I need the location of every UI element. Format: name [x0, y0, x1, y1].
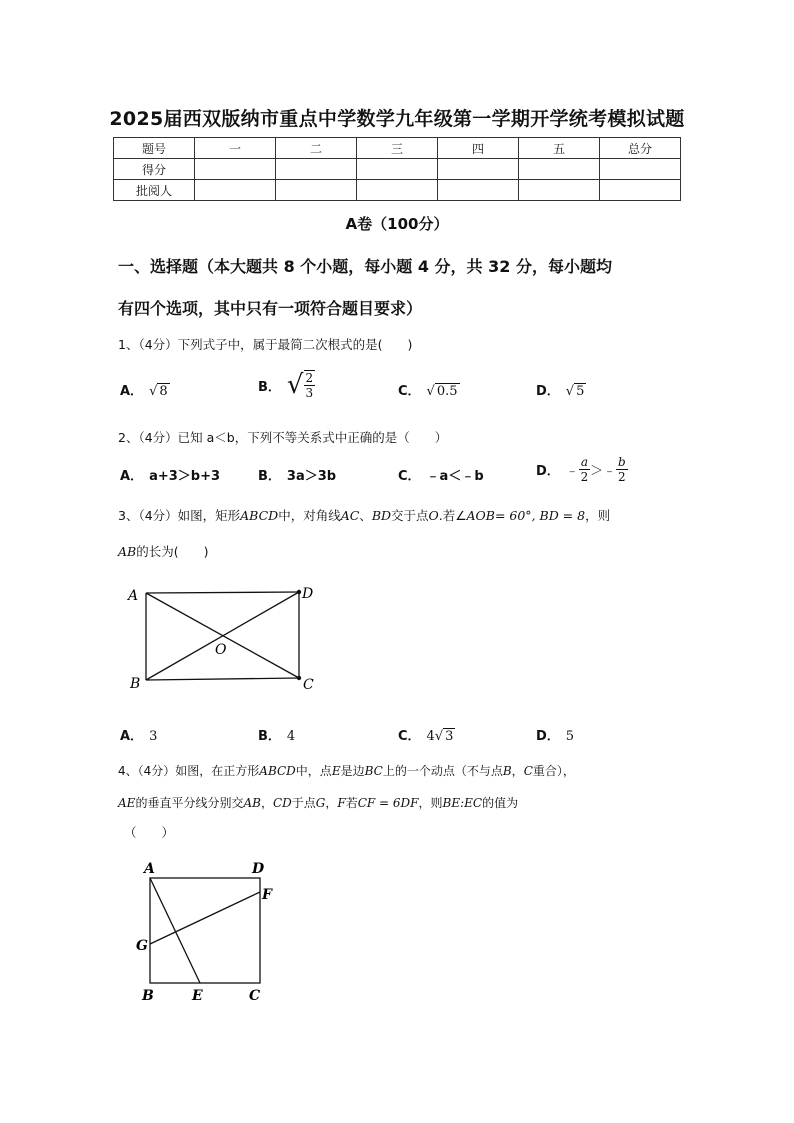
q4-text: 是边: [340, 764, 365, 778]
sqrt-symbol: √: [426, 384, 435, 399]
q3-option-c[interactable]: [398, 725, 455, 744]
q3-option-a[interactable]: [120, 725, 157, 744]
q4-stem-line1: [118, 762, 688, 779]
q4-text: ，: [511, 764, 524, 778]
q4-text: 重合），: [532, 764, 575, 778]
denominator: 3: [305, 386, 314, 400]
q3-text: 、: [359, 508, 372, 523]
q4-math: ABCD: [259, 764, 296, 778]
sqrt-expression: [443, 729, 455, 744]
q4-math: CD: [272, 796, 292, 810]
q4-text: ，: [260, 796, 273, 810]
q3-math: BD: [371, 508, 392, 523]
q3-math: AOB: [466, 508, 495, 523]
segment-gf: [150, 892, 260, 944]
option-label: A．: [120, 384, 144, 399]
q1-option-d[interactable]: [536, 380, 586, 399]
q4-text: 上的一个动点（不与点: [382, 764, 503, 778]
denominator: 2: [580, 470, 589, 484]
reviewer-row-label: 批阅人: [114, 180, 195, 201]
q4-text: 的值为: [482, 796, 519, 810]
radicand: 3: [445, 729, 454, 744]
label-a: A: [144, 861, 155, 877]
denominator: 2: [618, 470, 626, 484]
score-row: [114, 159, 681, 180]
q3-math: AC: [340, 508, 360, 523]
radicand: 8: [159, 384, 168, 399]
q3-text: ，则: [585, 508, 611, 523]
q4-text: 的垂直平分线分别交: [135, 796, 244, 810]
reviewer-cell[interactable]: [276, 180, 357, 201]
score-cell[interactable]: [519, 159, 600, 180]
label-c: C: [303, 677, 314, 693]
option-label: D．: [536, 384, 560, 399]
sqrt-expression: [574, 384, 586, 399]
q2-option-b[interactable]: [258, 465, 336, 484]
label-b: B: [130, 676, 141, 692]
score-header-cell: 总分: [600, 138, 681, 159]
q3-option-d[interactable]: [536, 725, 574, 744]
q2-option-d[interactable]: [536, 455, 628, 484]
option-label: C．: [398, 729, 421, 744]
reviewer-cell[interactable]: [519, 180, 600, 201]
label-a: A: [128, 588, 139, 604]
numerator: 2: [305, 371, 314, 385]
option-label: B．: [258, 379, 281, 395]
q4-square-figure: [128, 856, 288, 1006]
vertex-c-dot: [297, 676, 301, 680]
score-header-cell: 一: [195, 138, 276, 159]
label-d: D: [302, 586, 314, 602]
q4-math: E: [331, 764, 341, 778]
option-text: 3: [149, 729, 158, 744]
score-header-cell: 二: [276, 138, 357, 159]
option-label: B．: [258, 729, 281, 744]
q1-option-c[interactable]: [398, 380, 460, 399]
sqrt-fraction: [304, 370, 316, 400]
q3-text: 中，对角线: [278, 508, 341, 523]
option-label: B．: [258, 469, 281, 484]
vertex-d-dot: [297, 590, 301, 594]
q1-option-a[interactable]: [120, 380, 170, 399]
greater-minus: ＞﹣: [589, 464, 616, 479]
segment-ae: [150, 878, 200, 983]
reviewer-cell[interactable]: [357, 180, 438, 201]
q2-option-c[interactable]: [398, 465, 484, 484]
part1-heading-line1: 一、选择题（本大题共 8 个小题，每小题 4 分，共 32 分，每小题均: [118, 257, 612, 276]
sqrt-symbol: √: [286, 370, 304, 400]
q4-math: AB: [243, 796, 261, 810]
option-label: A．: [120, 469, 144, 484]
fraction-a-over-2: [579, 455, 590, 484]
q4-text: 于点: [291, 796, 316, 810]
score-cell[interactable]: [438, 159, 519, 180]
numerator: b: [617, 455, 626, 469]
q4-text: 若: [345, 796, 358, 810]
option-text: 3a＞3b: [286, 469, 337, 484]
q4-math: C: [523, 764, 533, 778]
option-label: D．: [536, 464, 560, 479]
radicand: 0.5: [436, 384, 458, 399]
option-label: C．: [398, 469, 421, 484]
q4-text: ，: [325, 796, 338, 810]
sqrt-expression: [157, 384, 169, 399]
coefficient: 4: [426, 729, 435, 744]
square-abcd: [150, 878, 260, 983]
sqrt-symbol: √: [565, 384, 575, 399]
q1-option-b[interactable]: [258, 370, 315, 400]
q3-stem-line2: [118, 542, 688, 560]
score-cell[interactable]: [276, 159, 357, 180]
sqrt-symbol: √: [434, 729, 444, 744]
q4-math: BC: [364, 764, 383, 778]
q4-math: CF = 6DF: [357, 796, 419, 810]
label-d: D: [252, 861, 265, 877]
score-header-cell: 四: [438, 138, 519, 159]
q4-text: ，则: [418, 796, 443, 810]
label-f: F: [262, 887, 272, 903]
q3-text: 3、（4分）如图，矩形: [118, 508, 241, 523]
q3-stem-line1: [118, 506, 688, 524]
option-text: ﹣a＜﹣b: [426, 469, 484, 484]
option-text: 4: [286, 729, 296, 744]
option-text: a+3＞b+3: [149, 469, 221, 484]
label-c: C: [249, 988, 261, 1004]
q4-math: G: [315, 796, 326, 810]
q4-stem-line2: [118, 794, 688, 811]
q4-answer-blank: （ ）: [124, 825, 175, 840]
score-table: [113, 137, 681, 201]
section-a-heading: A卷（100分）: [345, 215, 449, 233]
fraction-b-over-2: [616, 455, 628, 484]
part1-heading-line2: 有四个选项，其中只有一项符合题目要求）: [118, 299, 423, 318]
reviewer-cell[interactable]: [195, 180, 276, 201]
q4-math: BE:EC: [442, 796, 483, 810]
label-o: O: [215, 642, 227, 658]
label-g: G: [136, 938, 148, 954]
minus-sign: ﹣: [565, 464, 579, 479]
q4-text: 中，点: [295, 764, 332, 778]
score-cell[interactable]: [357, 159, 438, 180]
sqrt-expression: [435, 384, 460, 399]
q3-text: .若∠: [438, 508, 467, 523]
q3-text: 的长为( ): [136, 544, 209, 559]
q1-stem: 1、（4分）下列式子中，属于最简二次根式的是( ): [118, 337, 413, 352]
reviewer-cell[interactable]: [600, 180, 681, 201]
score-header-cell: 五: [519, 138, 600, 159]
reviewer-row: [114, 180, 681, 201]
q4-math: B: [502, 764, 512, 778]
q3-math: AB: [118, 544, 137, 559]
numerator: a: [580, 455, 588, 469]
q2-stem: 2、（4分）已知 a＜b，下列不等关系式中正确的是（ ）: [118, 430, 448, 445]
option-label: A．: [120, 729, 144, 744]
q3-math: ABCD: [240, 508, 279, 523]
score-row-label: 得分: [114, 159, 195, 180]
score-header-cell: 三: [357, 138, 438, 159]
sqrt-symbol: √: [149, 384, 158, 399]
q3-math: O: [428, 508, 439, 523]
exam-title: 2025届西双版纳市重点中学数学九年级第一学期开学统考模拟试题: [109, 108, 685, 130]
q3-rectangle-figure: [118, 578, 328, 698]
option-label: D．: [536, 729, 560, 744]
q3-math: = 60°, BD = 8: [494, 508, 586, 523]
edge-bc: [146, 678, 299, 680]
label-b: B: [142, 988, 154, 1004]
radicand: 5: [576, 384, 585, 399]
score-table-header-row: [114, 138, 681, 159]
q3-option-b[interactable]: [258, 725, 295, 744]
option-label: C．: [398, 384, 421, 399]
score-cell[interactable]: [195, 159, 276, 180]
q3-text: 交于点: [391, 508, 429, 523]
label-e: E: [192, 988, 203, 1004]
score-cell[interactable]: [600, 159, 681, 180]
q4-math: F: [337, 796, 346, 810]
reviewer-cell[interactable]: [438, 180, 519, 201]
q4-math: AE: [118, 796, 136, 810]
q4-text: 4、（4分）如图，在正方形: [118, 764, 260, 778]
option-text: 5: [565, 729, 575, 744]
q2-option-a[interactable]: [120, 465, 220, 484]
edge-ad: [146, 592, 299, 593]
score-header-cell: 题号: [114, 138, 195, 159]
